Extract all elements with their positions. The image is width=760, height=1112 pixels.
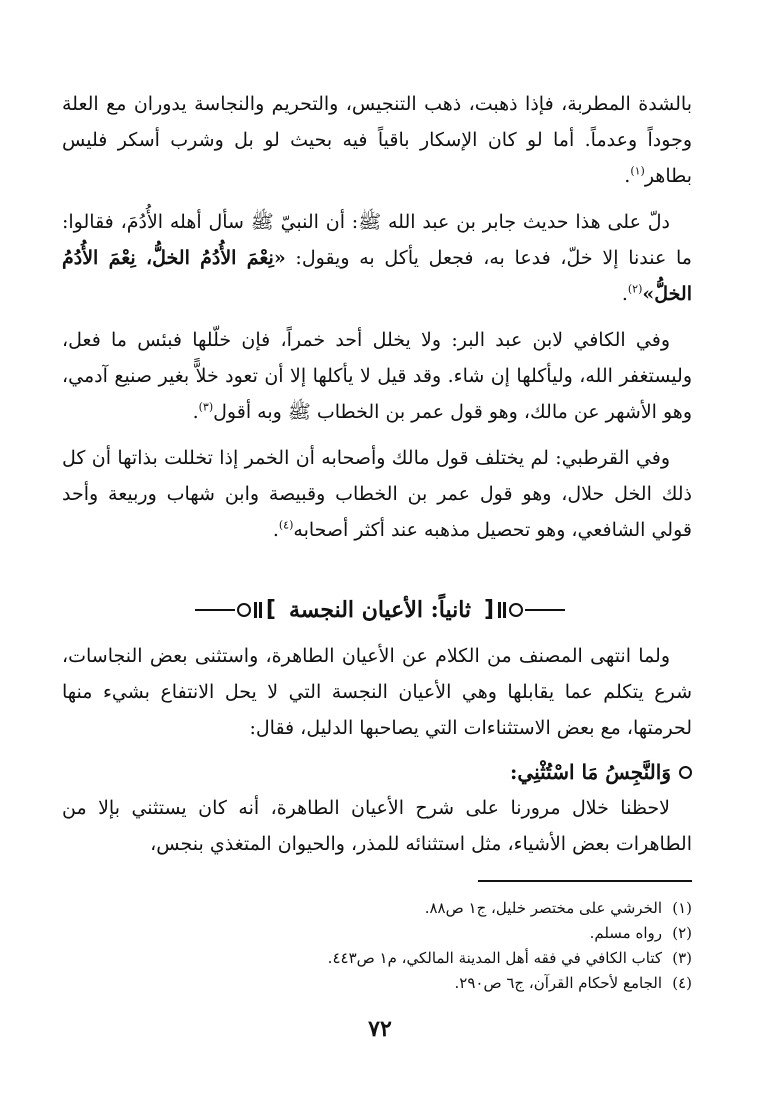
page-number: ٧٢ [368, 1016, 392, 1042]
ornament-right-icon: [ [481, 600, 565, 620]
section-body [62, 638, 692, 862]
paragraph-6: لاحظنا خلال مرورنا على شرح الأعيان الطاهرة، أنه كان يستثني بإلا من الطاهرات بعض الأشياء، مثل استثنائه للمذر، والحيوان المتغذي بنجس، [62, 797, 692, 855]
paragraph-5: ولما انتهى المصنف من الكلام عن الأعيان الطاهرة، واستثنى بعض النجاسات، شرع يتكلم عما يقابلها وهي الأعيان النجسة التي لا يحل الانتفاع بشيء منها لحرمتها، مع بعض الاستثناءات التي يصاحبها الدليل، فقال: [62, 645, 692, 739]
section-title: ثانياً: الأعيان النجسة [288, 597, 472, 623]
footnote-ref-1: (١) [630, 164, 645, 178]
paragraph-1: بالشدة المطربة، فإذا ذهبت، ذهب التنجيس، والتحريم والنجاسة يدوران مع العلة وجوداً وعدماً. أما لو كان الإسكار باقياً فيه بحيث لو بل وشرب أسكر فليس بطاهر$^{(١)}$. [62, 93, 692, 187]
footnote-item: (١) الخرشي على مختصر خليل، ج١ ص٨٨. [424, 899, 692, 917]
circle-bullet-icon [679, 766, 692, 779]
paragraph-2-hadith: دلّ على هذا حديث جابر بن عبد الله ﷺ: أن النبيّ ﷺ سأل أهله الأُدُمَ، فقالوا: ما عندنا إلا خلّ، فدعا به، فجعل يأكل به ويقول: «نِعْمَ الأُدُمُ الخلُّ، نِعْمَ الأُدُمُ الخلُّ»$^{(٢)}$. [62, 211, 692, 305]
matn-line [62, 754, 692, 790]
hadith-quote: «نِعْمَ الأُدُمُ الخلُّ، نِعْمَ الأُدُمُ الخلُّ» [62, 247, 692, 305]
footnotes [62, 880, 692, 996]
ornament-left-icon: ] [195, 600, 279, 620]
footnote-item: (٤) الجامع لأحكام القرآن، ج٦ ص٢٩٠. [454, 974, 692, 992]
paragraph-3-kafi: وفي الكافي لابن عبد البر: ولا يخلل أحد خمراً، فإن خلّلها فبئس ما فعل، وليستغفر الله، وليأكلها إن شاء. وقد قيل لا يأكلها إلا أن تعود خلاًّ بغير صنيع آدمي، وهو الأشهر عن مالك، وهو قول عمر بن الخطاب ﷺ وبه أقول$^{(٣)}$. [62, 329, 692, 423]
footnote-ref-3: (٣) [198, 400, 214, 414]
footnote-ref-4: (٤) [278, 518, 294, 532]
matn-text: وَالنَّجِسُ مَا اسْتُثْنِي: [510, 760, 671, 784]
footnote-item: (٢) رواه مسلم. [589, 924, 692, 942]
footnote-divider [478, 880, 692, 882]
footnote-item: (٣) كتاب الكافي في فقه أهل المدينة المالكي، م١ ص٤٤٣. [327, 949, 692, 967]
section-heading [0, 590, 760, 630]
paragraph-4-qurtubi: وفي القرطبي: لم يختلف قول مالك وأصحابه أن الخمر إذا تخللت بذاتها أن كل ذلك الخل حلال، وهو قول عمر بن الخطاب وقبيصة وابن شهاب وربيعة وأحد قولي الشافعي، وهو تحصيل مذهبه عند أكثر أصحابه$^{(٤)}$. [62, 447, 692, 541]
footnote-ref-2: (٢) [627, 282, 643, 296]
